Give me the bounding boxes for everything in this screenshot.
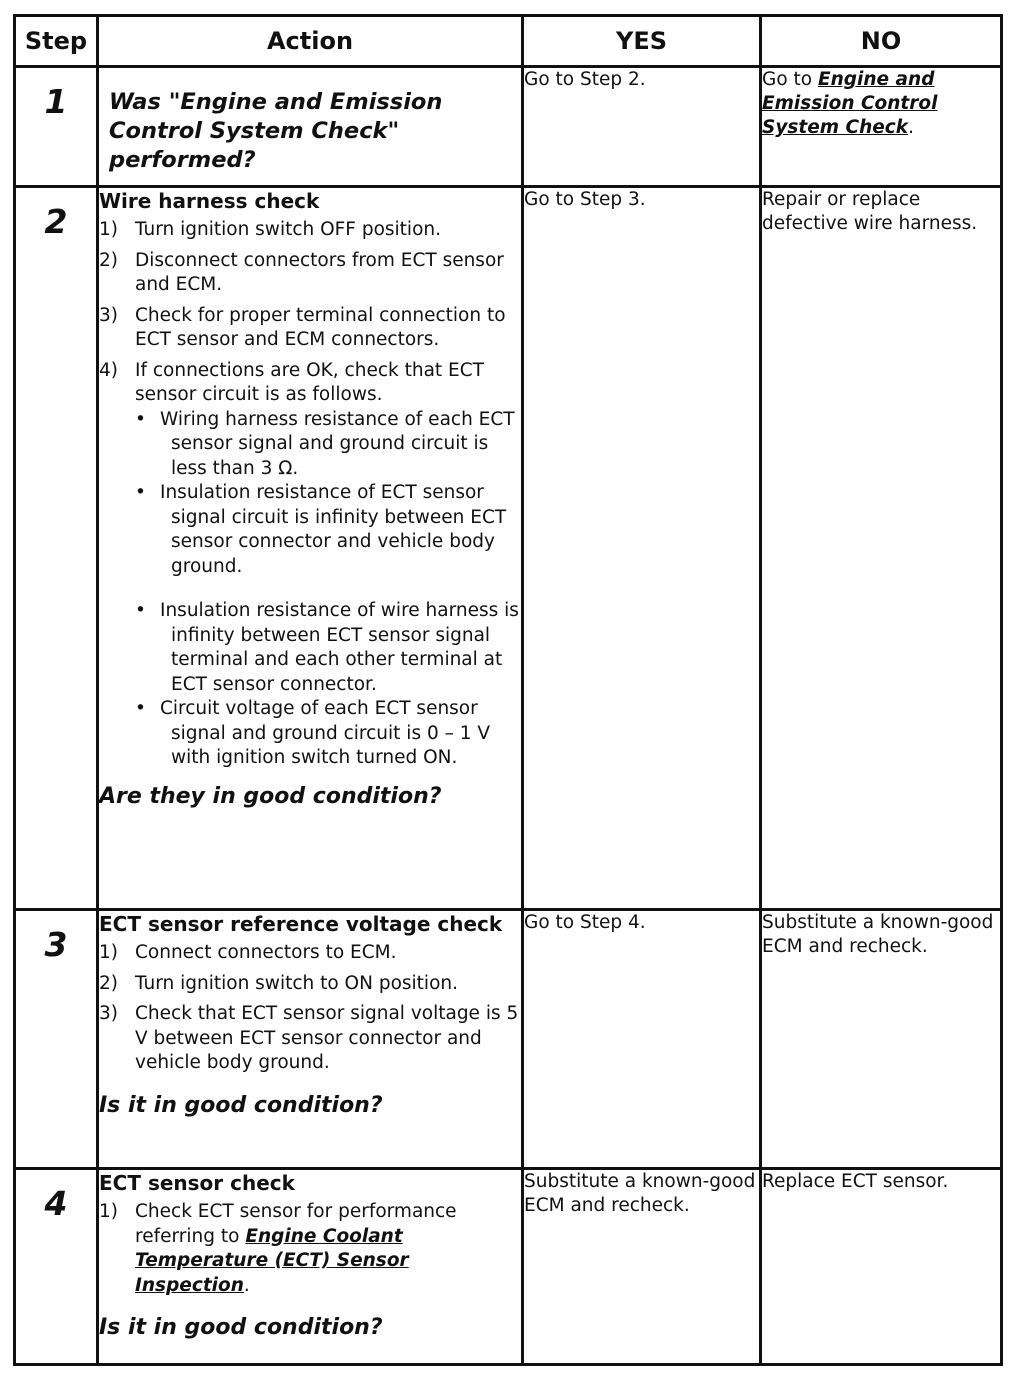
header-step: Step [15,16,98,67]
action-title: ECT sensor reference voltage check [99,912,503,936]
table-row [15,187,1002,910]
action-title: ECT sensor check [99,1171,295,1195]
step-number: 3 [15,910,98,1169]
action-cell [98,187,523,910]
yes-cell: Go to Step 2. [523,67,761,187]
header-yes: YES [523,16,761,67]
list-item: 4) If connections are OK, check that ECT sensor circuit is as follows. • Wiring harness resistance of each ECT sensor signal and ground circuit is less than 3 Ω. • Insulation resistance of ECT sensor signal circuit is infinity between ECT sensor connector and vehicle body ground. • Insulation resistance of wire harness is infinity between ECT sensor signal terminal and each other terminal at ECT sensor connector. • Circuit voltage of each ECT sensor signal and ground circuit is 0 – 1 V with ignition switch turned ON. [99,359,521,771]
action-question: Are they in good condition? [99,783,442,809]
table-row [15,67,1002,187]
list-item: 1) Check ECT sensor for performance referring to Engine Coolant Temperature (ECT) Sensor Inspection. [99,1201,457,1296]
header-no: NO [761,16,1002,67]
condition-list [135,408,521,771]
no-cell [761,67,1002,187]
no-cell: Substitute a known-good ECM and recheck. [761,910,1002,1169]
action-cell [98,67,523,187]
bullet-item: • Wiring harness resistance of each ECT sensor signal and ground circuit is less than 3 Ω. [135,408,515,479]
ect-sensor-inspection-link[interactable]: Engine Coolant Temperature (ECT) Sensor Inspection [135,1225,409,1296]
action-question: Was "Engine and Emission Control System Check" performed? [109,89,443,173]
engine-emission-check-link[interactable]: Engine and Emission Control System Check [762,69,938,138]
header-row [15,16,1002,67]
no-cell: Repair or replace defective wire harness. [761,187,1002,910]
action-cell [98,910,523,1169]
table-row [15,1169,1002,1365]
bullet-item: • Circuit voltage of each ECT sensor signal and ground circuit is 0 – 1 V with ignition switch turned ON. [135,698,491,768]
bullet-item: • Insulation resistance of wire harness is infinity between ECT sensor signal terminal and each other terminal at ECT sensor connector. [135,600,519,695]
yes-cell: Go to Step 3. [523,187,761,910]
procedure-list [99,941,521,1076]
no-text-suffix: . [908,117,914,138]
header-action: Action [98,16,523,67]
action-question: Is it in good condition? [99,1092,383,1118]
list-item: 2) Disconnect connectors from ECT sensor and ECM. [99,249,504,295]
list-item: 1) Connect connectors to ECM. [99,942,397,963]
step-number: 4 [15,1169,98,1365]
action-title: Wire harness check [99,189,320,213]
yes-cell: Substitute a known-good ECM and recheck. [523,1169,761,1365]
list-item: 3) Check that ECT sensor signal voltage is 5 V between ECT sensor connector and vehicle body ground. [99,1003,519,1073]
procedure-list [99,1200,521,1298]
action-question: Is it in good condition? [99,1315,383,1340]
procedure-list [99,218,521,771]
bullet-item: • Insulation resistance of ECT sensor signal circuit is infinity between ECT sensor connector and vehicle body ground. [135,482,507,577]
action-cell [98,1169,523,1365]
yes-cell: Go to Step 4. [523,910,761,1169]
diagnostic-table [13,14,1003,1366]
step-number: 2 [15,187,98,910]
no-text: Go to [762,69,818,90]
list-item: 1) Turn ignition switch OFF position. [99,219,441,240]
list-item: 2) Turn ignition switch to ON position. [99,972,459,994]
list-item: 3) Check for proper terminal connection to ECT sensor and ECM connectors. [99,304,506,350]
step-number: 1 [15,67,98,187]
table-row [15,910,1002,1169]
no-cell: Replace ECT sensor. [761,1169,1002,1365]
